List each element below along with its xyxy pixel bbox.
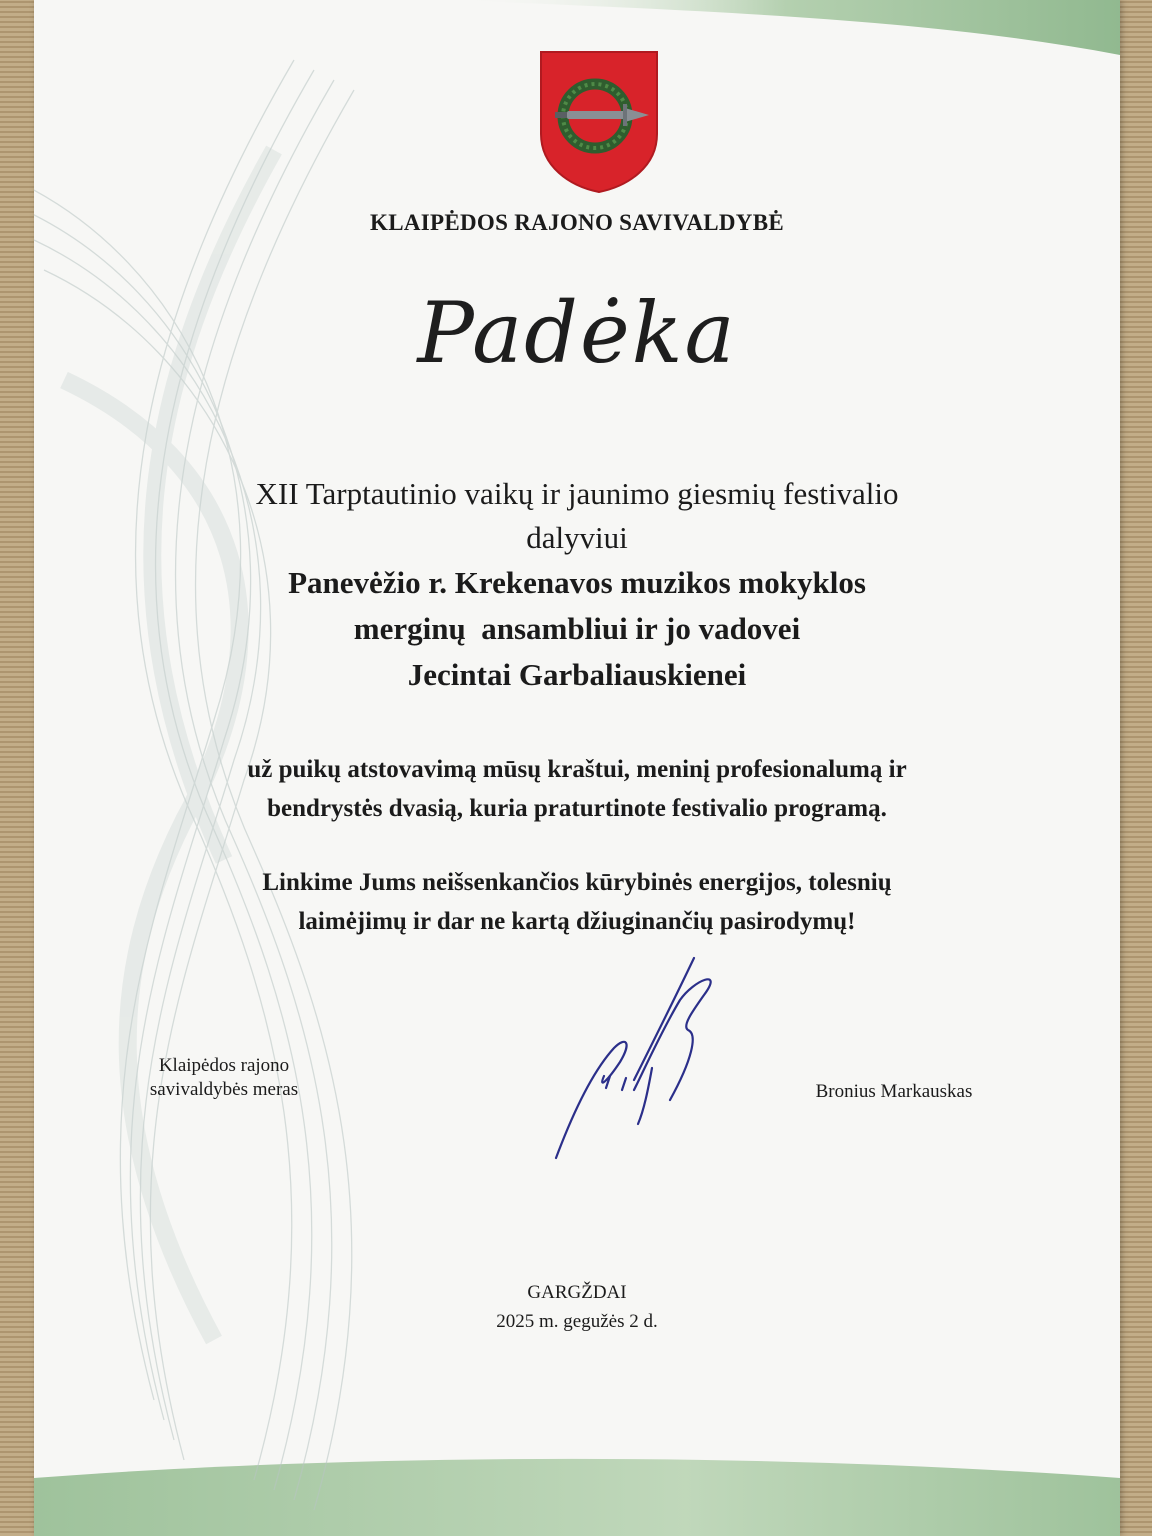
recipient-line: Panevėžio r. Krekenavos muzikos mokyklos [288, 565, 866, 600]
recipient-text [34, 560, 1120, 698]
recipient-line: Jecintai Garbaliauskienei [407, 657, 747, 692]
recipient-line: merginų ansambliui ir jo vadovei [353, 611, 801, 646]
svg-text:Padėka: Padėka [417, 284, 737, 382]
wish-text [34, 863, 1120, 941]
wish-line: laimėjimų ir dar ne kartą džiuginančių pasirodymų! [298, 908, 856, 935]
certificate-page [34, 0, 1120, 1536]
intro-line: dalyviui [526, 520, 628, 555]
place-and-date [34, 1278, 1120, 1336]
reason-line: bendrystės dvasią, kuria praturtinote festivalio programą. [267, 795, 887, 822]
document-title [34, 282, 1120, 392]
place: GARGŽDAI [527, 1282, 627, 1303]
organization-name: KLAIPĖDOS RAJONO SAVIVALDYBĖ [370, 210, 784, 235]
intro-line: XII Tarptautinio vaikų ir jaunimo giesmių festivalio [255, 476, 899, 511]
signer-title-line: savivaldybės meras [149, 1079, 299, 1100]
wish-line: Linkime Jums neišsenkančios kūrybinės energijos, tolesnių [262, 869, 892, 896]
reason-line: už puikų atstovavimą mūsų kraštui, meninį profesionalumą ir [247, 756, 907, 783]
signer-title-line: Klaipėdos rajono [158, 1055, 290, 1076]
date: 2025 m. gegužės 2 d. [496, 1311, 658, 1332]
intro-text [34, 472, 1120, 560]
reason-text [34, 750, 1120, 828]
signature-icon [494, 950, 734, 1190]
coat-of-arms-icon [537, 48, 661, 194]
signer-title [104, 1054, 344, 1102]
signer-name: Bronius Markauskas [815, 1081, 973, 1102]
